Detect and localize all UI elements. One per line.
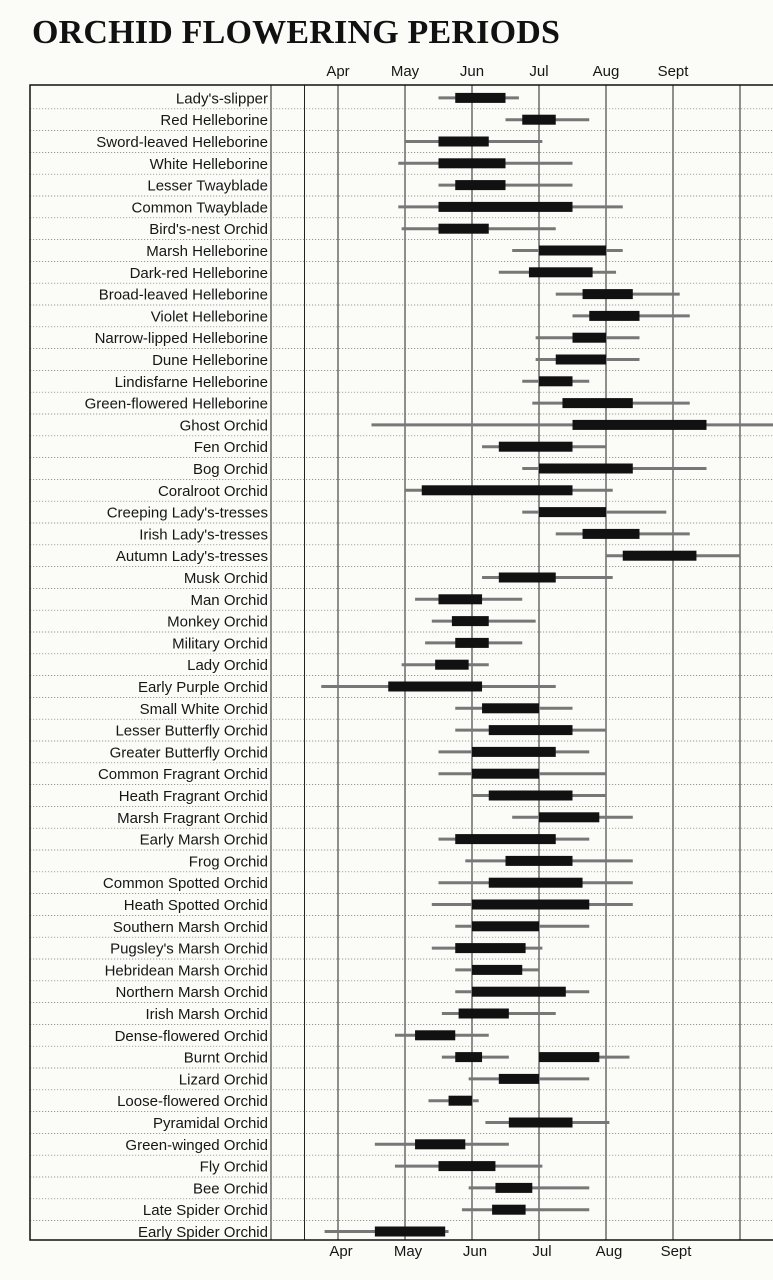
species-label: Red Helleborine (160, 112, 268, 130)
peak-bar-common-twayblade (439, 202, 573, 212)
species-label: Loose-flowered Orchid (117, 1093, 268, 1111)
row-lady-orchid (402, 660, 489, 670)
species-labels (85, 90, 268, 1241)
peak-bar-red-helleborine (522, 115, 556, 125)
peak-bar-pyramidal-orchid (509, 1118, 573, 1128)
peak-bar-hebridean-marsh-orchid (472, 965, 522, 975)
page-title: ORCHID FLOWERING PERIODS (32, 14, 561, 51)
month-label-top-jul: Jul (529, 63, 549, 80)
row-pugsley-s-marsh-orchid (432, 943, 543, 953)
row-small-white-orchid (455, 703, 572, 713)
row-pyramidal-orchid (485, 1118, 609, 1128)
row-coralroot-orchid (405, 485, 613, 495)
row-southern-marsh-orchid (455, 921, 589, 931)
row-green-flowered-helleborine (532, 398, 689, 408)
peak-bar-military-orchid (455, 638, 489, 648)
peak-bar-heath-spotted-orchid (472, 900, 589, 910)
species-label: Marsh Fragrant Orchid (117, 809, 268, 827)
peak-bar-broad-leaved-helleborine (583, 289, 633, 299)
peak-bar-ghost-orchid (573, 420, 707, 430)
peak-bar-lindisfarne-helleborine (539, 376, 573, 386)
row-lindisfarne-helleborine (522, 376, 589, 386)
species-label: Lady's-slipper (175, 90, 268, 108)
peak-bar-monkey-orchid (452, 616, 489, 626)
peak-bar-small-white-orchid (482, 703, 539, 713)
peak-bar-marsh-helleborine (539, 246, 606, 256)
species-label: Fen Orchid (193, 439, 268, 457)
species-label: Lady Orchid (187, 657, 268, 675)
row-sword-leaved-helleborine (405, 137, 542, 147)
row-irish-lady-s-tresses (556, 529, 690, 539)
row-broad-leaved-helleborine (556, 289, 680, 299)
species-label: Creeping Lady's-tresses (106, 504, 268, 522)
row-dark-red-helleborine (499, 267, 616, 277)
month-label-top-aug: Aug (592, 63, 620, 80)
peak-bar-frog-orchid (506, 856, 573, 866)
peak-bar-greater-butterfly-orchid (472, 747, 556, 757)
peak-bar-dark-red-helleborine (529, 267, 593, 277)
row-lesser-butterfly-orchid (455, 725, 606, 735)
row-heath-spotted-orchid (432, 900, 633, 910)
species-label: Ghost Orchid (179, 417, 268, 435)
peak-bar-heath-fragrant-orchid (489, 791, 573, 801)
month-label-top-may: May (390, 63, 420, 80)
peak-bar-common-spotted-orchid (489, 878, 583, 888)
grid-lines (271, 85, 740, 1240)
row-northern-marsh-orchid (455, 987, 589, 997)
peak-bar-northern-marsh-orchid (472, 987, 566, 997)
row-hebridean-marsh-orchid (455, 965, 539, 975)
species-label: Irish Lady's-tresses (139, 526, 268, 544)
row-late-spider-orchid (462, 1205, 589, 1215)
peak-bar-lizard-orchid (499, 1074, 539, 1084)
peak-bar-fen-orchid (499, 442, 573, 452)
row-early-spider-orchid (325, 1227, 449, 1237)
species-label: Dark-red Helleborine (129, 264, 268, 282)
peak-bar-early-spider-orchid (375, 1227, 445, 1237)
species-label: Green-winged Orchid (125, 1136, 268, 1154)
row-lesser-twayblade (439, 180, 573, 190)
peak-bar-lady-s-slipper (455, 93, 505, 103)
species-label: Narrow-lipped Helleborine (94, 330, 268, 348)
row-loose-flowered-orchid (428, 1096, 478, 1106)
peak-bar-pugsley-s-marsh-orchid (455, 943, 525, 953)
species-label: Lesser Butterfly Orchid (115, 722, 268, 740)
month-label-top-jun: Jun (459, 63, 485, 80)
species-label: Lindisfarne Helleborine (114, 373, 268, 391)
row-fly-orchid (395, 1161, 542, 1171)
row-fen-orchid (482, 442, 606, 452)
species-label: Man Orchid (190, 591, 268, 609)
species-label: Bird's-nest Orchid (149, 221, 268, 239)
row-autumn-lady-s-tresses (606, 551, 740, 561)
species-label: Early Spider Orchid (137, 1224, 268, 1241)
row-greater-butterfly-orchid (439, 747, 590, 757)
peak-bar-creeping-lady-s-tresses (539, 507, 606, 517)
peak-bar-sword-leaved-helleborine (439, 137, 489, 147)
species-label: Broad-leaved Helleborine (98, 286, 268, 304)
species-label: Frog Orchid (188, 853, 268, 871)
row-violet-helleborine (573, 311, 690, 321)
peak-bar-coralroot-orchid (422, 485, 573, 495)
species-label: Bog Orchid (192, 461, 268, 478)
month-label-bottom-sept: Sept (660, 1243, 692, 1260)
peak-bar-green-flowered-helleborine (562, 398, 632, 408)
row-narrow-lipped-helleborine (536, 333, 640, 343)
peak-bar-early-purple-orchid (388, 682, 482, 692)
species-label: Lizard Orchid (178, 1071, 268, 1089)
peak-bar-common-fragrant-orchid (472, 769, 539, 779)
species-label: Hebridean Marsh Orchid (104, 962, 268, 980)
species-label: Sword-leaved Helleborine (96, 134, 268, 151)
row-frog-orchid (465, 856, 633, 866)
peak-bar-late-spider-orchid (492, 1205, 525, 1215)
peak-bar-narrow-lipped-helleborine (573, 333, 607, 343)
row-lady-s-slipper (439, 93, 519, 103)
species-label: Dense-flowered Orchid (114, 1027, 268, 1045)
row-common-spotted-orchid (439, 878, 633, 888)
peak-bar-man-orchid (439, 594, 483, 604)
row-early-purple-orchid (321, 682, 556, 692)
row-bee-orchid (469, 1183, 590, 1193)
row-creeping-lady-s-tresses (522, 507, 666, 517)
row-burnt-orchid (442, 1052, 630, 1062)
species-label: Marsh Helleborine (146, 243, 268, 260)
row-dense-flowered-orchid (395, 1030, 489, 1040)
month-label-bottom-may: May (393, 1243, 423, 1260)
species-label: Musk Orchid (183, 570, 268, 587)
species-label: Late Spider Orchid (142, 1202, 268, 1220)
chart-frame (30, 85, 773, 1240)
peak-bar-bog-orchid (539, 464, 633, 474)
peak-bar-bee-orchid (495, 1183, 532, 1193)
species-label: Monkey Orchid (167, 613, 268, 631)
species-label: Coralroot Orchid (157, 482, 268, 500)
species-label: Pyramidal Orchid (152, 1115, 268, 1132)
species-label: Irish Marsh Orchid (145, 1006, 268, 1023)
species-label: Burnt Orchid (183, 1049, 268, 1067)
row-ghost-orchid (372, 420, 773, 430)
peak-bar-lesser-butterfly-orchid (489, 725, 573, 735)
species-label: Autumn Lady's-tresses (115, 548, 268, 566)
species-label: Heath Fragrant Orchid (118, 788, 268, 805)
species-label: Dune Helleborine (152, 352, 268, 369)
peak-bar-lesser-twayblade (455, 180, 505, 190)
species-label: White Helleborine (149, 155, 268, 173)
row-early-marsh-orchid (439, 834, 590, 844)
peak-bar-early-marsh-orchid (455, 834, 556, 844)
row-bird-s-nest-orchid (402, 224, 556, 234)
peak-bar-violet-helleborine (589, 311, 639, 321)
row-common-fragrant-orchid (439, 769, 607, 779)
row-white-helleborine (398, 158, 572, 168)
species-label: Northern Marsh Orchid (115, 984, 268, 1002)
row-bog-orchid (522, 464, 706, 474)
month-label-bottom-apr: Apr (329, 1243, 353, 1260)
species-label: Heath Spotted Orchid (123, 897, 268, 914)
species-label: Military Orchid (172, 635, 268, 653)
month-label-bottom-aug: Aug (595, 1243, 623, 1260)
species-label: Green-flowered Helleborine (84, 395, 268, 413)
species-label: Early Purple Orchid (137, 679, 268, 696)
peak-bar-burnt-orchid (455, 1052, 482, 1062)
species-label: Lesser Twayblade (147, 177, 268, 195)
peak-bar-southern-marsh-orchid (472, 921, 539, 931)
species-label: Common Fragrant Orchid (97, 766, 268, 784)
peak-bar-autumn-lady-s-tresses (623, 551, 697, 561)
peak-bar-bird-s-nest-orchid (439, 224, 489, 234)
peak-bar-dune-helleborine (556, 355, 606, 365)
month-label-bottom-jun: Jun (462, 1243, 488, 1260)
month-label-bottom-jul: Jul (532, 1243, 552, 1260)
row-common-twayblade (398, 202, 622, 212)
peak-bar-marsh-fragrant-orchid (539, 812, 599, 822)
row-heath-fragrant-orchid (472, 791, 606, 801)
peak-bar-irish-lady-s-tresses (583, 529, 640, 539)
row-marsh-fragrant-orchid (512, 812, 633, 822)
peak-bar-musk-orchid (499, 573, 556, 583)
row-green-winged-orchid (375, 1139, 509, 1149)
species-label: Bee Orchid (192, 1180, 268, 1198)
species-label: Common Twayblade (131, 199, 268, 217)
month-label-top-sept: Sept (657, 63, 689, 80)
species-label: Pugsley's Marsh Orchid (110, 940, 268, 958)
peak-bar-lady-orchid (435, 660, 469, 670)
species-label: Greater Butterfly Orchid (109, 744, 268, 762)
row-lizard-orchid (469, 1074, 590, 1084)
species-label: Common Spotted Orchid (102, 875, 268, 893)
species-label: Small White Orchid (139, 700, 268, 718)
peak-bar-loose-flowered-orchid (449, 1096, 472, 1106)
flowering-bars (321, 93, 773, 1237)
row-red-helleborine (506, 115, 590, 125)
row-military-orchid (425, 638, 522, 648)
row-dune-helleborine (536, 355, 640, 365)
peak-bar-burnt-orchid-2 (539, 1052, 599, 1062)
species-label: Violet Helleborine (150, 308, 268, 326)
row-musk-orchid (482, 573, 613, 583)
row-monkey-orchid (432, 616, 536, 626)
peak-bar-dense-flowered-orchid (415, 1030, 455, 1040)
species-label: Southern Marsh Orchid (112, 918, 268, 936)
peak-bar-irish-marsh-orchid (459, 1009, 509, 1019)
peak-bar-fly-orchid (439, 1161, 496, 1171)
species-label: Early Marsh Orchid (139, 831, 268, 849)
species-label: Fly Orchid (199, 1158, 268, 1176)
peak-bar-white-helleborine (439, 158, 506, 168)
month-label-top-apr: Apr (326, 63, 350, 80)
row-man-orchid (415, 594, 522, 604)
peak-bar-green-winged-orchid (415, 1139, 465, 1149)
